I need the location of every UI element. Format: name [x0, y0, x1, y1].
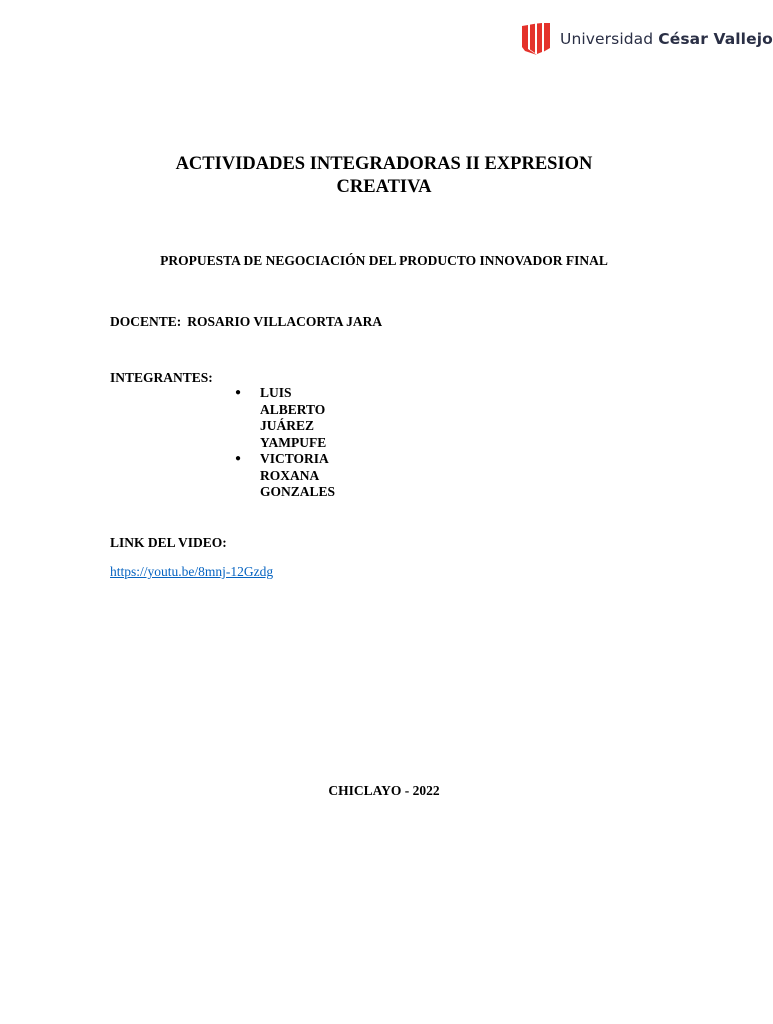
members-text-box: [230, 385, 430, 499]
video-link[interactable]: https://youtu.be/8mnj-12Gzdg: [110, 564, 274, 579]
members-label: INTEGRANTES:: [110, 370, 213, 385]
teacher-line: [110, 313, 382, 331]
member-name: VICTORIA ROXANA GONZALES: [260, 451, 336, 499]
university-logo: [522, 22, 773, 56]
video-link-label: LINK DEL VIDEO:: [110, 535, 227, 550]
member-item: [230, 451, 430, 501]
place-and-date: CHICLAYO - 2022: [328, 783, 440, 798]
members-list: [230, 385, 430, 501]
teacher-label: DOCENTE:: [110, 314, 182, 329]
teacher-name: ROSARIO VILLACORTA JARA: [187, 314, 383, 329]
document-title: ACTIVIDADES INTEGRADORAS II EXPRESION CREATIVA: [175, 154, 593, 197]
university-shield-icon: [522, 23, 551, 55]
member-name: LUIS ALBERTO JUÁREZ YAMPUFE: [260, 385, 327, 450]
document-subtitle: PROPUESTA DE NEGOCIACIÓN DEL PRODUCTO INNOVADOR FINAL: [160, 253, 608, 268]
member-item: [230, 385, 430, 451]
university-name-bold: César Vallejo: [658, 30, 773, 48]
university-name: [560, 30, 773, 48]
bullet-icon: ●: [235, 387, 242, 398]
university-name-regular: Universidad: [560, 30, 659, 48]
bullet-icon: ●: [235, 453, 242, 464]
